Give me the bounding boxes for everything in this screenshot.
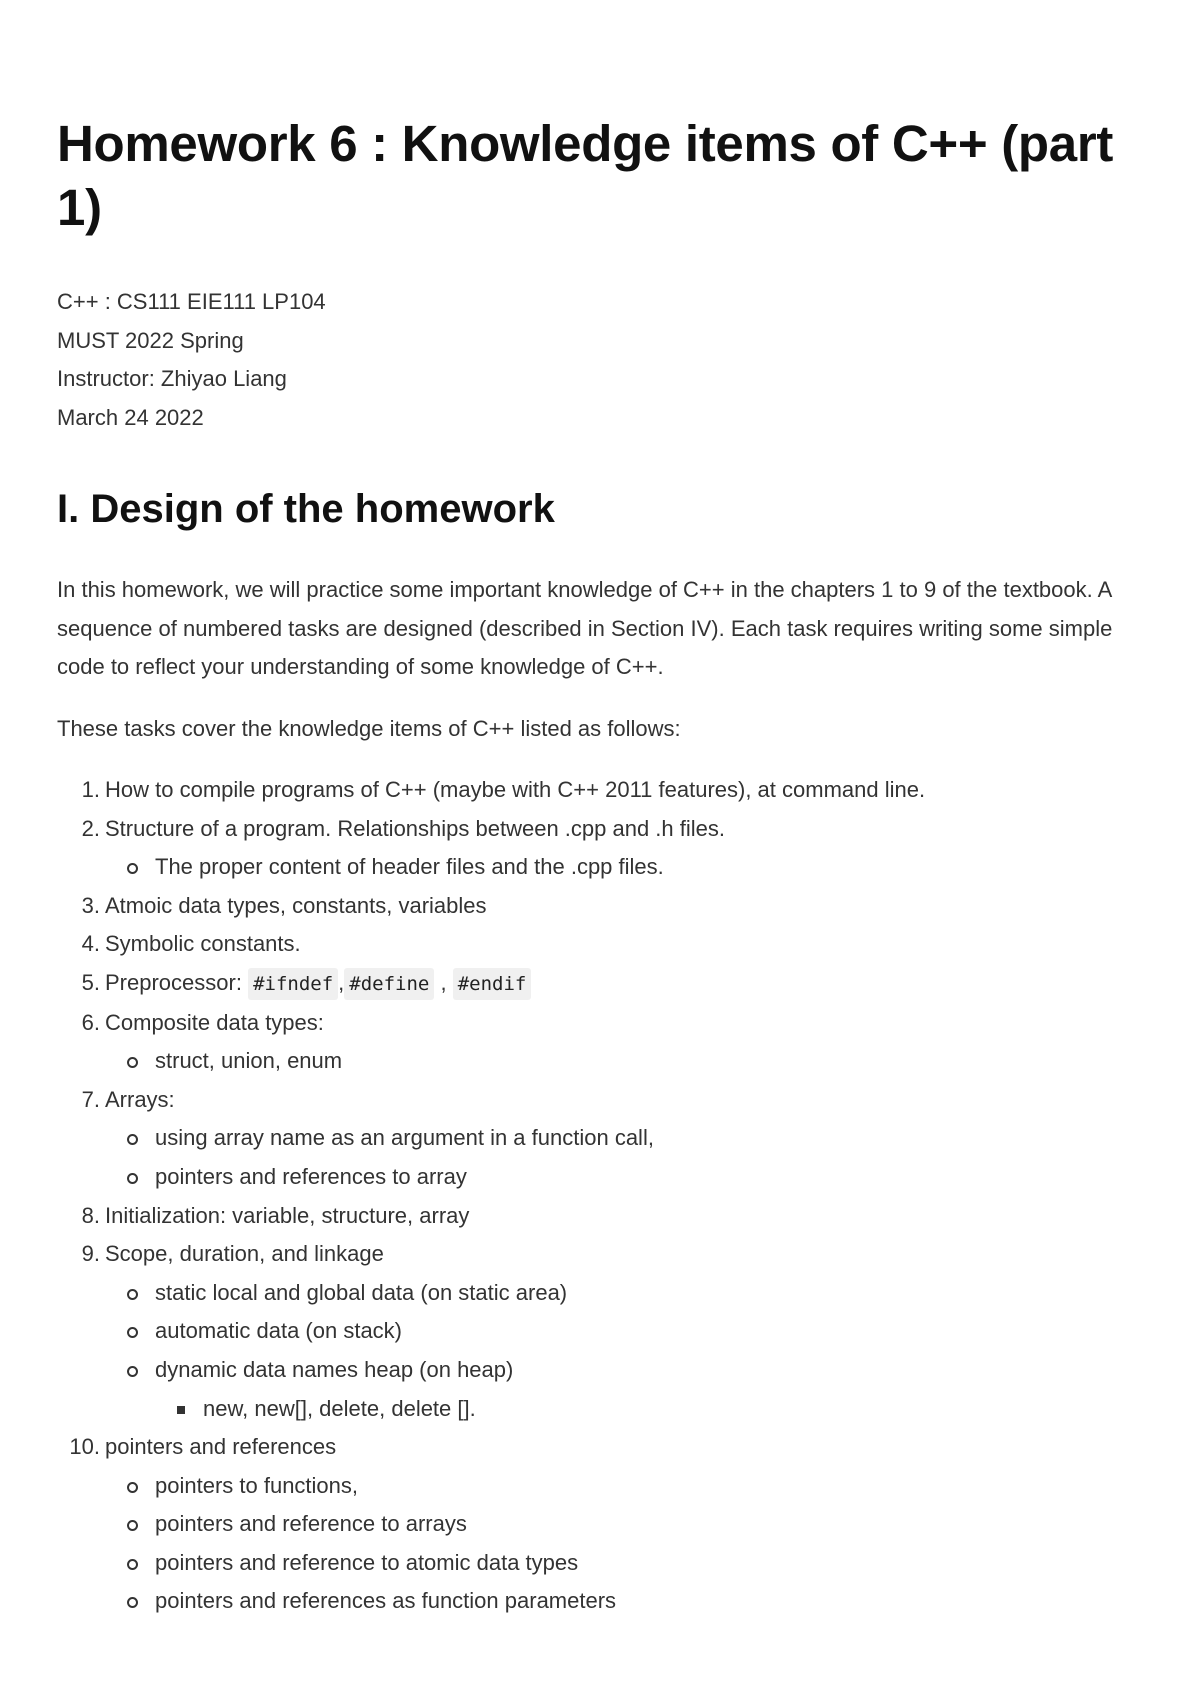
item-number: 5. [81, 969, 100, 995]
course-line: C++ : CS111 EIE111 LP104 [57, 289, 326, 314]
sub-list [105, 1274, 925, 1428]
sub-list-item [105, 1351, 925, 1428]
item-number: 8. [81, 1202, 100, 1228]
item-number: 10. [69, 1434, 100, 1460]
item-number: 2. [81, 815, 100, 841]
term-line: MUST 2022 Spring [57, 327, 244, 353]
item-text: Atmoic data types, constants, variables [105, 892, 487, 918]
item-text: pointers and references [105, 1434, 337, 1460]
instructor-line: Instructor: Zhiyao Liang [57, 366, 287, 391]
item-text: Composite data types: [105, 1009, 324, 1035]
code-ifndef: #ifndef [248, 968, 338, 1000]
sub-sub-list-item: new, new[], delete, delete []. [155, 1390, 925, 1429]
date-line: March 24 2022 [57, 404, 204, 430]
sub-list-item-text: dynamic data names heap (on heap) [155, 1356, 514, 1382]
list-item [57, 1081, 925, 1197]
sub-list-item: static local and global data (on static area) [105, 1274, 925, 1313]
list-item [57, 810, 925, 887]
sub-list [105, 1042, 925, 1081]
separator: , [338, 969, 345, 995]
item-text: Arrays: [105, 1086, 175, 1112]
document-meta [57, 283, 326, 437]
sub-list [105, 1467, 925, 1621]
sub-list-item: pointers and reference to atomic data types [105, 1544, 925, 1583]
document-title: Homework 6 : Knowledge items of C++ (part 1) [57, 115, 1114, 236]
sub-list [105, 1119, 925, 1196]
item-text: Initialization: variable, structure, array [105, 1202, 470, 1228]
topics-intro-paragraph: These tasks cover the knowledge items of C++ listed as follows: [57, 716, 681, 741]
item-text: Scope, duration, and linkage [105, 1241, 384, 1267]
code-define: #define [344, 968, 434, 1000]
knowledge-items-list [57, 771, 925, 1621]
sub-list [105, 848, 925, 887]
sub-list-item: pointers and references to array [105, 1158, 925, 1197]
intro-paragraph: In this homework, we will practice some important knowledge of C++ in the chapters 1 to 9 of the textbook. A sequence of numbered tasks are designed (described in Section IV). Each task requires writing some simple code to reflect your understanding of some knowledge of C++. [57, 577, 1113, 679]
sub-sub-list [155, 1390, 925, 1429]
list-item [57, 1004, 925, 1081]
item-text: Symbolic constants. [105, 931, 301, 957]
code-endif: #endif [453, 968, 532, 1000]
sub-list-item: using array name as an argument in a function call, [105, 1119, 925, 1158]
item-number: 4. [81, 931, 100, 957]
separator: , [440, 969, 447, 995]
sub-list-item: pointers and references as function parameters [105, 1582, 925, 1621]
item-number: 7. [81, 1086, 100, 1112]
list-item [57, 771, 925, 810]
item-number: 9. [81, 1241, 100, 1267]
item-number: 1. [81, 777, 100, 802]
sub-list-item: The proper content of header files and the .cpp files. [105, 848, 925, 887]
section-heading: I. Design of the homework [57, 487, 555, 531]
item-number: 3. [81, 892, 100, 918]
sub-list-item: automatic data (on stack) [105, 1312, 925, 1351]
sub-list-item: pointers to functions, [105, 1467, 925, 1506]
list-item [57, 1235, 925, 1428]
item-number: 6. [81, 1009, 100, 1035]
list-item [57, 1428, 925, 1621]
sub-list-item: pointers and reference to arrays [105, 1505, 925, 1544]
item-text: Structure of a program. Relationships between .cpp and .h files. [105, 815, 726, 841]
list-item [57, 925, 925, 964]
list-item [57, 1197, 925, 1236]
sub-list-item: struct, union, enum [105, 1042, 925, 1081]
item-text: How to compile programs of C++ (maybe with C++ 2011 features), at command line. [105, 777, 926, 802]
list-item [57, 887, 925, 926]
item-text: Preprocessor: [105, 969, 249, 995]
list-item [57, 964, 925, 1004]
